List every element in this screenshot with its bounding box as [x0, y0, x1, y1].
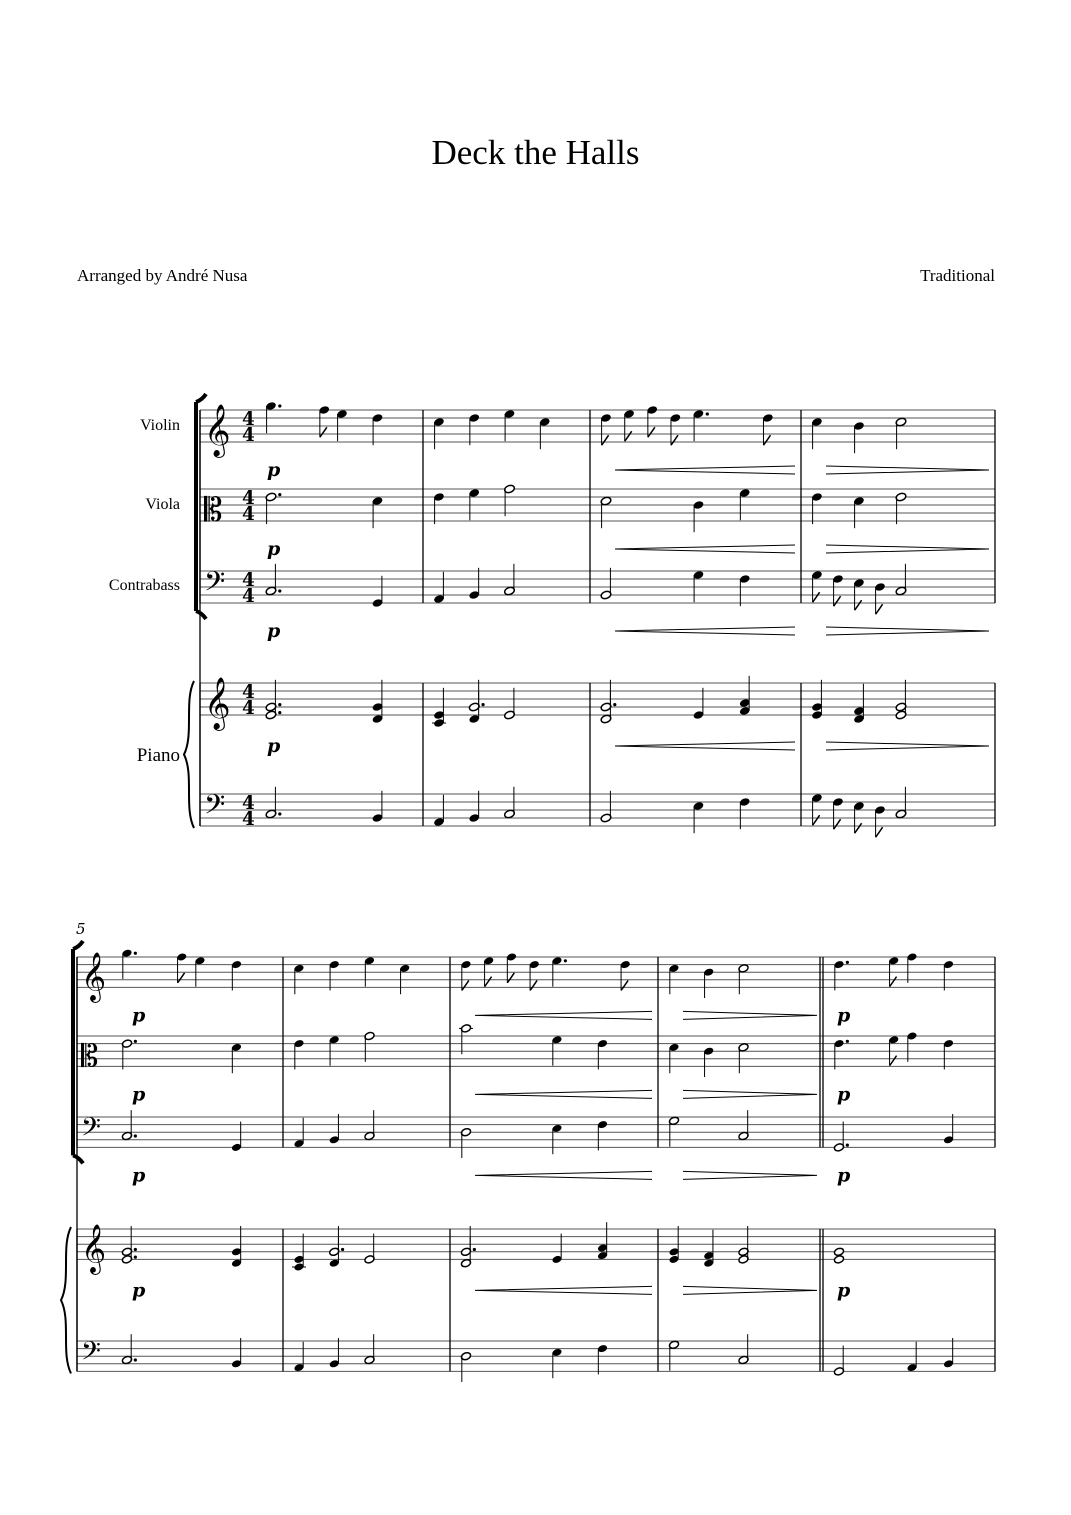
note	[943, 960, 954, 991]
note	[504, 787, 516, 819]
note	[670, 413, 682, 445]
dot	[134, 1358, 137, 1361]
system-1	[184, 394, 995, 837]
note	[433, 572, 445, 604]
note	[318, 405, 330, 437]
flag	[530, 980, 537, 990]
note	[738, 1110, 749, 1141]
time-signature-unit: 4	[242, 504, 255, 525]
note	[292, 1234, 306, 1272]
bass-clef-icon: 𝄢	[204, 788, 226, 827]
crescendo-hairpin	[475, 1171, 652, 1179]
note	[762, 413, 774, 445]
crescendo-hairpin	[475, 1286, 652, 1294]
flag	[834, 819, 841, 829]
decrescendo-hairpin	[826, 627, 989, 635]
note	[600, 413, 612, 445]
note	[906, 952, 917, 983]
time-signature-unit: 4	[242, 425, 255, 446]
dot	[278, 404, 281, 407]
note	[739, 488, 751, 520]
note	[832, 797, 844, 829]
piano-brace	[61, 1227, 71, 1373]
note	[620, 960, 631, 991]
note	[895, 417, 907, 449]
note	[853, 496, 865, 528]
note	[739, 676, 751, 716]
bass-clef-icon: 𝄢	[81, 1336, 102, 1373]
note	[468, 791, 480, 823]
dynamic-piano: p	[837, 1004, 851, 1027]
dot	[278, 589, 281, 592]
note	[293, 1118, 304, 1149]
dynamic-piano: p	[267, 538, 281, 560]
note	[293, 964, 304, 995]
note	[943, 1338, 954, 1369]
note	[888, 1035, 899, 1066]
note	[551, 1124, 562, 1155]
dynamic-piano: p	[132, 1164, 146, 1187]
note	[329, 1114, 340, 1145]
notehead	[833, 1247, 844, 1256]
note	[738, 1334, 749, 1365]
staff-contrabass	[77, 1113, 995, 1149]
flag	[890, 1056, 897, 1066]
note	[551, 1348, 562, 1379]
note	[265, 564, 281, 596]
note	[231, 1226, 242, 1268]
instrument-label-contrabass: Contrabass	[108, 577, 180, 594]
note	[693, 570, 705, 602]
note	[811, 793, 823, 825]
instrument-label-viola: Viola	[145, 496, 180, 513]
dynamic-piano: p	[837, 1083, 851, 1106]
dynamic-piano: p	[837, 1164, 851, 1187]
note	[693, 409, 709, 441]
note	[597, 1222, 608, 1260]
note	[600, 791, 612, 823]
note	[597, 1120, 608, 1151]
note	[943, 1114, 954, 1145]
flag	[855, 600, 862, 610]
note	[906, 1342, 917, 1373]
note	[364, 1234, 375, 1265]
staff-viola	[200, 488, 995, 529]
dot	[473, 1248, 476, 1251]
note	[853, 578, 865, 610]
note	[895, 492, 907, 524]
note	[811, 417, 823, 449]
note	[504, 688, 516, 720]
time-signature-beats: 4	[242, 570, 255, 591]
note	[372, 791, 384, 823]
note	[811, 570, 823, 602]
note	[668, 1340, 679, 1371]
time-signature-unit: 4	[242, 586, 255, 607]
note	[646, 405, 658, 437]
flag	[890, 977, 897, 987]
note	[874, 582, 886, 614]
note	[853, 684, 865, 724]
note	[364, 956, 375, 987]
decrescendo-hairpin	[683, 1011, 817, 1019]
note	[432, 688, 446, 728]
system-2	[61, 941, 995, 1382]
flag	[813, 815, 820, 825]
flag	[602, 435, 609, 445]
decrescendo-hairpin	[826, 545, 989, 553]
note	[364, 1110, 375, 1141]
dynamic-piano: p	[837, 1279, 851, 1302]
decrescendo-hairpin	[826, 466, 989, 474]
note	[364, 1031, 375, 1062]
time-signature-unit: 4	[242, 809, 255, 830]
note	[539, 417, 551, 449]
note	[265, 787, 281, 819]
note	[668, 1116, 679, 1147]
bass-clef-icon: 𝄢	[204, 565, 226, 604]
note	[506, 952, 517, 983]
note	[433, 417, 445, 449]
alto-clef-icon: 𝄡	[81, 1038, 99, 1075]
note	[833, 1346, 844, 1377]
note	[468, 413, 480, 445]
note	[231, 1338, 242, 1369]
note	[811, 492, 823, 524]
crescendo-hairpin	[475, 1011, 652, 1019]
note	[460, 960, 471, 991]
dot	[481, 703, 484, 706]
crescendo-hairpin	[615, 466, 795, 474]
treble-clef-icon: 𝄞	[204, 403, 231, 457]
dot	[134, 1248, 137, 1251]
dot	[564, 959, 567, 962]
flag	[625, 431, 632, 441]
flag	[834, 596, 841, 606]
dot	[134, 1040, 137, 1043]
flag	[855, 823, 862, 833]
note	[888, 956, 899, 987]
note	[121, 1226, 137, 1264]
instrument-label-piano: Piano	[136, 745, 180, 766]
crescendo-hairpin	[615, 545, 795, 553]
flag	[671, 435, 678, 445]
note	[703, 1230, 714, 1268]
note	[459, 1024, 473, 1055]
note	[504, 564, 516, 596]
dynamic-piano: p	[132, 1279, 146, 1302]
notehead	[833, 1255, 844, 1264]
note	[832, 574, 844, 606]
time-signature-beats: 4	[242, 793, 255, 814]
piano-brace	[184, 681, 194, 828]
note	[372, 680, 384, 724]
note	[433, 492, 445, 524]
decrescendo-hairpin	[683, 1171, 817, 1179]
note	[231, 960, 242, 991]
time-signature-beats: 4	[242, 488, 255, 509]
note	[336, 409, 348, 441]
note	[551, 1035, 562, 1066]
staff-violin	[200, 403, 995, 458]
time-signature-beats: 4	[242, 409, 255, 430]
note	[460, 1128, 471, 1159]
note	[231, 1043, 242, 1074]
note	[194, 956, 205, 987]
dot	[278, 493, 281, 496]
note	[668, 1226, 679, 1264]
note	[739, 574, 751, 606]
note	[895, 787, 907, 819]
dynamic-piano: p	[132, 1083, 146, 1106]
note	[293, 1342, 304, 1373]
note	[693, 688, 705, 720]
staff-violin	[77, 951, 995, 1003]
dynamic-piano: p	[267, 735, 281, 757]
decrescendo-hairpin	[826, 742, 989, 750]
note	[738, 1226, 749, 1264]
note	[738, 1043, 749, 1074]
note	[329, 960, 340, 991]
note	[811, 680, 823, 720]
dot	[341, 1248, 344, 1251]
note	[329, 1338, 340, 1369]
note	[739, 797, 751, 829]
treble-clef-icon: 𝄞	[204, 676, 231, 730]
note	[121, 1110, 137, 1141]
flag	[621, 980, 628, 990]
note	[693, 801, 705, 833]
instrument-label-violin: Violin	[140, 417, 180, 434]
decrescendo-hairpin	[683, 1090, 817, 1098]
dynamic-piano: p	[132, 1004, 146, 1027]
score-title: Deck the Halls	[431, 133, 640, 172]
composer-credit: Traditional	[920, 266, 995, 285]
note	[372, 576, 384, 608]
flag	[320, 427, 327, 437]
note	[504, 484, 516, 516]
note	[895, 680, 907, 720]
flag	[763, 435, 770, 445]
treble-clef-icon: 𝄞	[81, 1223, 107, 1274]
note	[853, 801, 865, 833]
note	[372, 496, 384, 528]
note	[529, 960, 540, 991]
note	[329, 1035, 340, 1066]
note	[693, 500, 705, 532]
note	[483, 956, 494, 987]
note	[895, 564, 907, 596]
note	[460, 1352, 471, 1383]
note	[833, 1247, 844, 1264]
note	[399, 964, 410, 995]
flag	[813, 592, 820, 602]
note	[703, 1047, 714, 1078]
note	[597, 1344, 608, 1375]
dot	[613, 703, 616, 706]
note	[600, 496, 612, 528]
dot	[134, 952, 137, 955]
note	[176, 952, 187, 983]
time-signature-beats: 4	[242, 682, 255, 703]
crescendo-hairpin	[475, 1090, 652, 1098]
dot	[846, 1144, 849, 1147]
flag	[876, 604, 883, 614]
note	[265, 680, 281, 720]
flag	[462, 980, 469, 990]
crescendo-hairpin	[615, 742, 795, 750]
note	[504, 409, 516, 441]
note	[943, 1039, 954, 1070]
staff-piano-rh	[77, 1223, 995, 1275]
dot	[134, 1256, 137, 1259]
note	[121, 949, 137, 980]
staff-viola	[77, 1036, 995, 1074]
alto-clef-icon: 𝄡	[204, 491, 223, 529]
dot	[846, 961, 849, 964]
note	[551, 956, 567, 987]
note	[551, 1234, 562, 1265]
note	[468, 488, 480, 520]
dot	[134, 1134, 137, 1137]
flag	[507, 973, 514, 983]
note	[738, 964, 749, 995]
note	[600, 568, 612, 600]
note	[853, 421, 865, 453]
note	[468, 568, 480, 600]
dynamic-piano: p	[267, 459, 281, 481]
note	[121, 1334, 137, 1365]
flag	[178, 973, 185, 983]
dot	[278, 703, 281, 706]
note	[668, 1043, 679, 1074]
dot	[846, 1040, 849, 1043]
note	[372, 413, 384, 445]
note	[668, 964, 679, 995]
dot	[278, 812, 281, 815]
time-signature-unit: 4	[242, 698, 255, 719]
measure-number: 5	[76, 920, 86, 938]
staff-piano-rh	[200, 676, 995, 731]
decrescendo-hairpin	[683, 1286, 817, 1294]
crescendo-hairpin	[615, 627, 795, 635]
treble-clef-icon: 𝄞	[81, 951, 107, 1002]
note	[265, 401, 281, 433]
staff-piano-lh	[77, 1337, 995, 1373]
dot	[278, 711, 281, 714]
note	[293, 1039, 304, 1070]
note	[433, 795, 445, 827]
arranger-credit: Arranged by André Nusa	[77, 266, 248, 285]
flag	[485, 977, 492, 987]
note	[906, 1031, 917, 1062]
note	[597, 1039, 608, 1070]
flag	[876, 827, 883, 837]
note	[623, 409, 635, 441]
note	[703, 968, 714, 999]
flag	[648, 427, 655, 437]
note	[874, 805, 886, 837]
note	[231, 1122, 242, 1153]
note	[364, 1334, 375, 1365]
dot	[706, 412, 709, 415]
bass-clef-icon: 𝄢	[81, 1112, 102, 1149]
dynamic-piano: p	[267, 620, 281, 642]
